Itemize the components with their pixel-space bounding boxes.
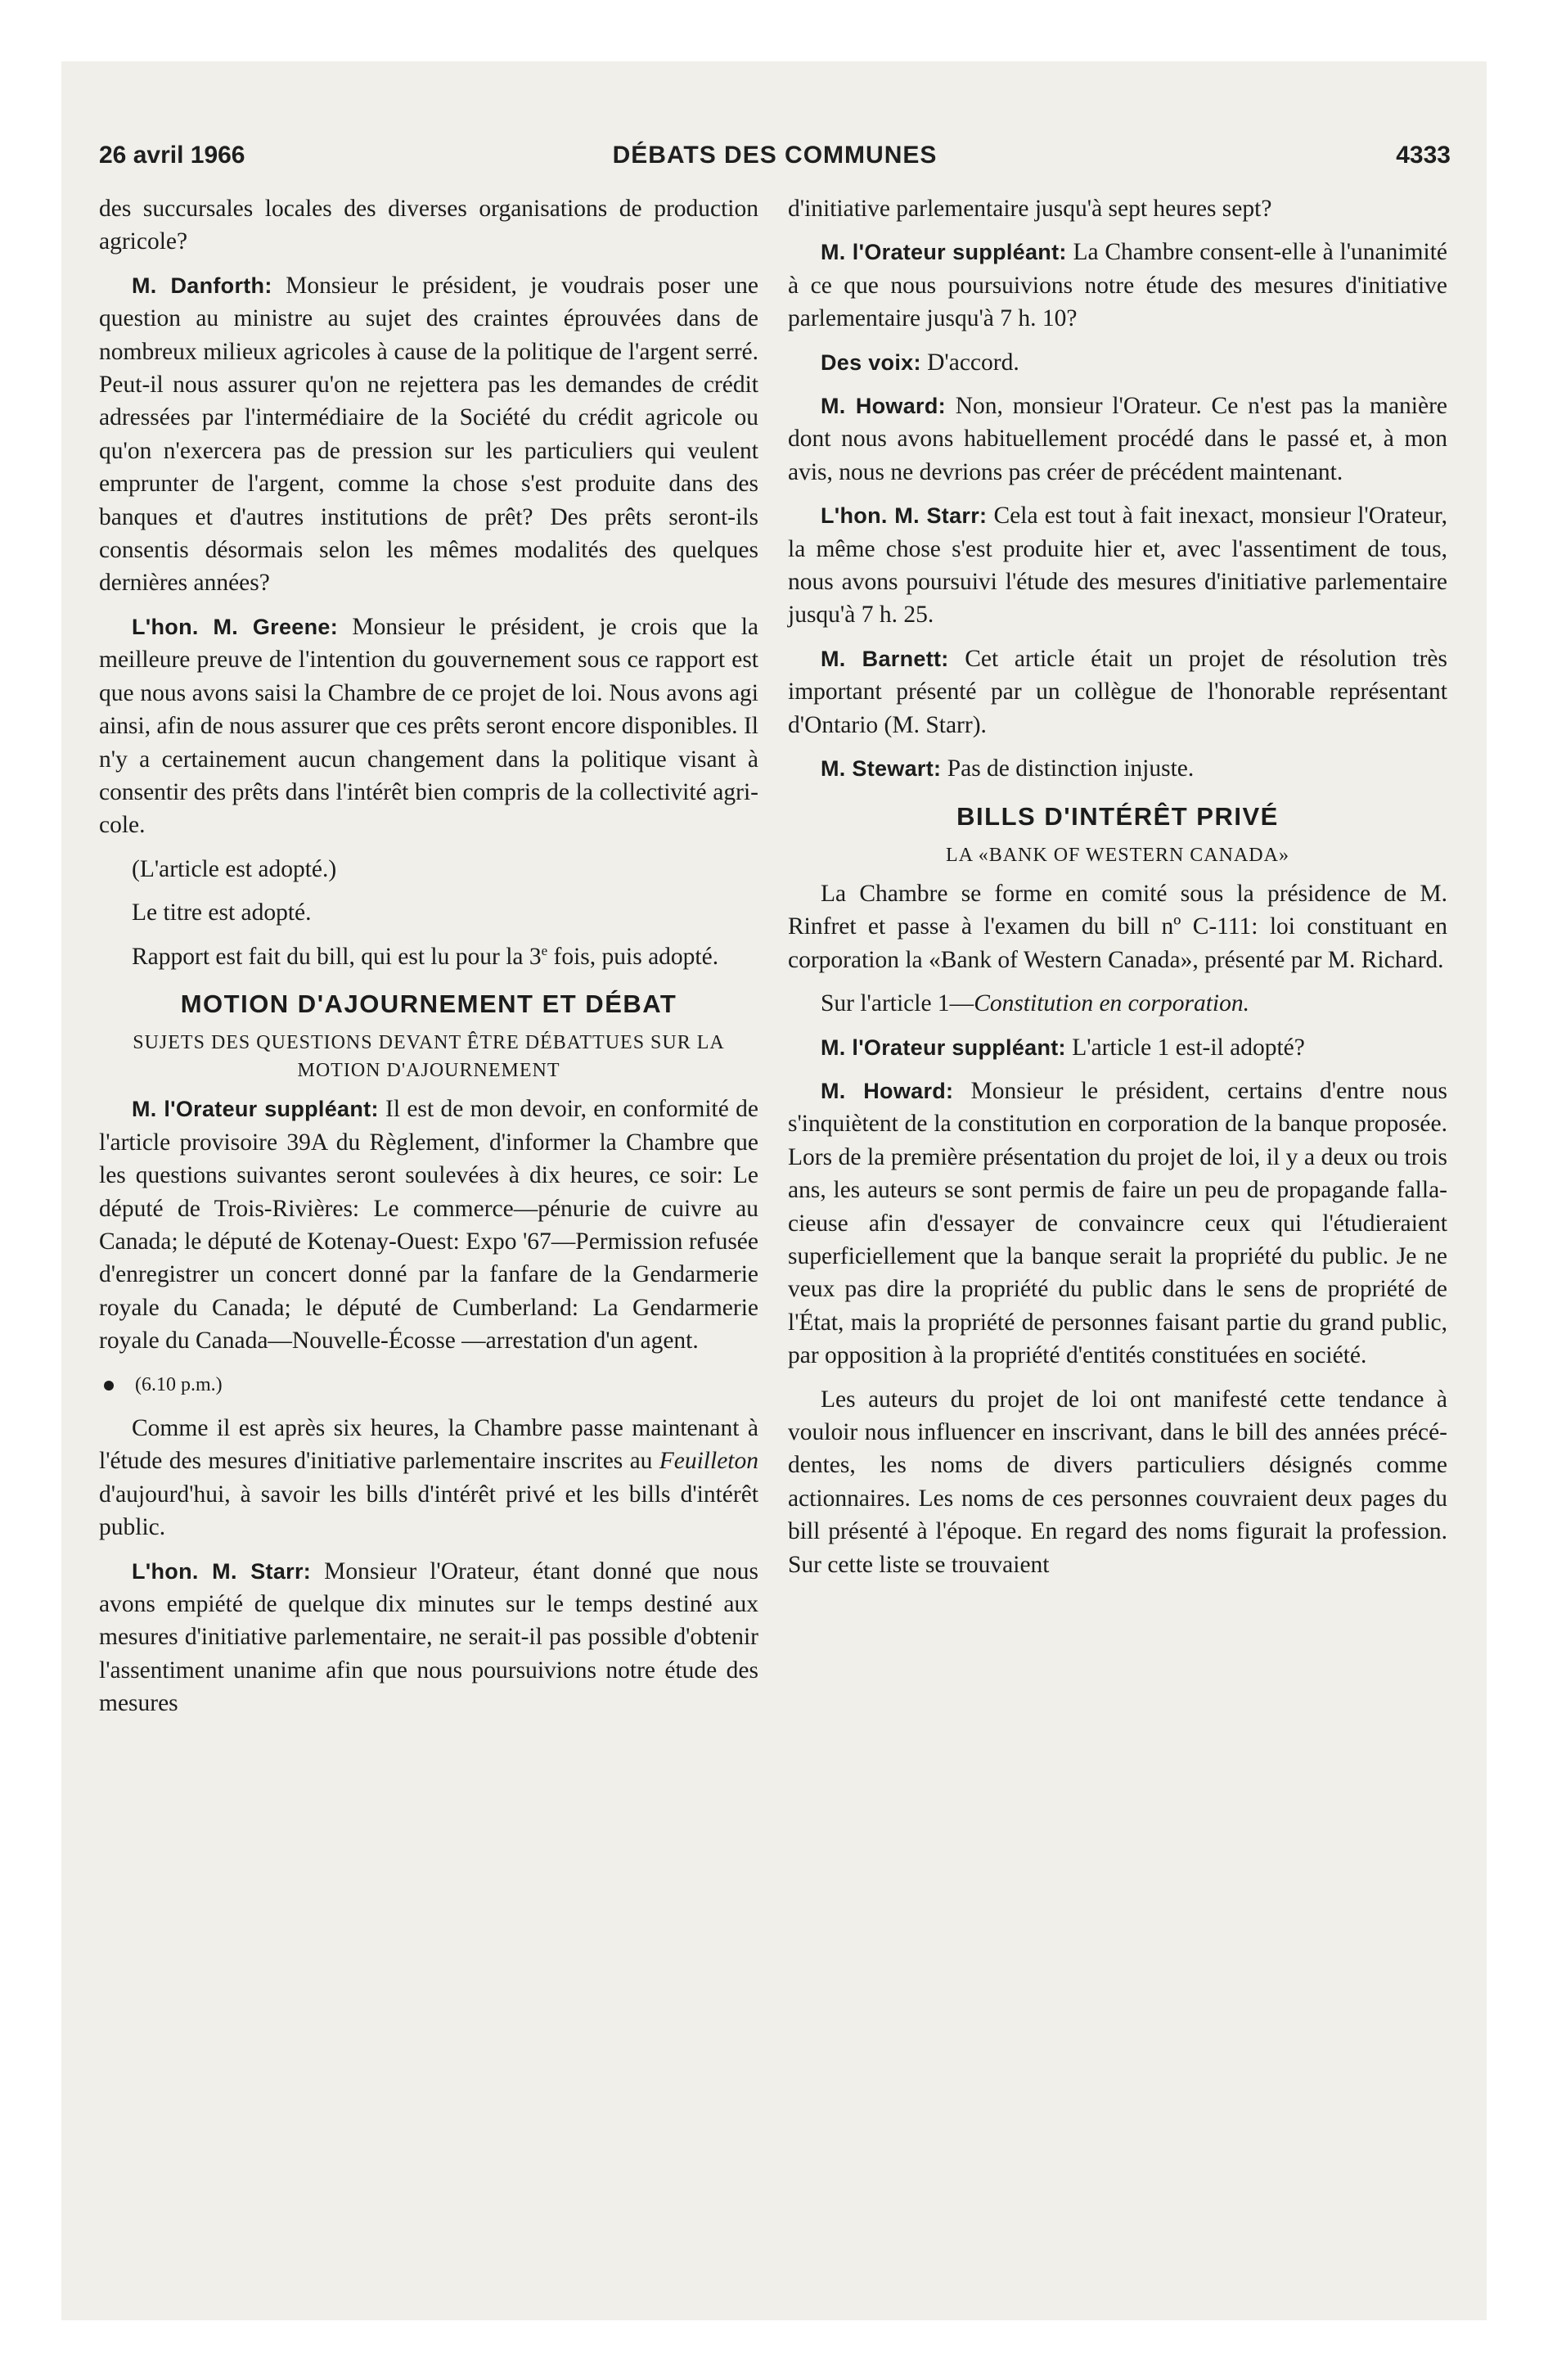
speaker-name: L'hon. M. Starr: bbox=[132, 1558, 312, 1584]
paragraph bbox=[788, 987, 1447, 1020]
speech-text: Monsieur le président, je voudrais poser une question au ministre au sujet des craintes éprouvées dans de nombreux milieux agricoles à cause de la politique de l'argent serré. Peut-il nous assurer qu'on ne rejettera pas les demandes de crédit adressées par l'intermédiaire de la Société du crédit agricole ou qu'on n'exercera pas de pression sur les particuliers qui veulent emprunter de l'argent, comme la chose s'est produite dans des banques et d'autres institutions de prêt? Des prêts seront-ils consentis désormais selon les mêmes modalités des quelques dernières années? bbox=[99, 272, 758, 597]
paragraph-text: des succursales locales des diverses organisations de production agricole? bbox=[99, 196, 758, 255]
paragraph-text: Rapport est fait du bill, qui est lu pour la 3 bbox=[132, 943, 542, 970]
speech-text: Cet article était un projet de résolution très important présenté par un collègue de l'honorable représentant d'Ontario (M. Starr). bbox=[788, 645, 1447, 738]
superscript: e bbox=[541, 942, 548, 958]
speech bbox=[99, 1093, 758, 1357]
paragraph bbox=[788, 877, 1447, 976]
speaker-name: M. l'Orateur suppléant: bbox=[821, 240, 1067, 265]
header-date: 26 avril 1966 bbox=[99, 142, 245, 169]
header-page-number: 4333 bbox=[1396, 142, 1451, 169]
scanned-page bbox=[61, 61, 1487, 2320]
section-title: MOTION D'AJOURNEMENT ET DÉBAT bbox=[180, 989, 677, 1018]
speech bbox=[788, 642, 1447, 741]
timestamp: (6.10 p.m.) bbox=[135, 1373, 223, 1395]
speech-text: Cela est tout à fait inexact, monsieur l'Orateur, la même chose s'est produite hier et, avec l'assentiment de tous, nous avons poursuivi l'étude des mesures d'initiative parlementaire jusqu'à 7 h. 25. bbox=[788, 503, 1447, 629]
italic-text: Feuilleton bbox=[659, 1448, 758, 1475]
speech-text: Pas de distinction injuste. bbox=[941, 755, 1195, 782]
speech-text: Monsieur le président, certains d'entre nous s'inquiètent de la constitution en corporation de la banque proposée. Lors de la première présentation du projet de loi, il y a deux ou trois ans, les auteurs se sont permis de faire un peu de propagande fallacieuse afin d'essayer de convaincre ceux qui l'étudieraient superficiellement que la banque serait la propriété du public. Je ne veux pas dire la propriété du public dans le sens de propriété de l'État, mais la propriété de personnes faisant partie du grand public, par opposition à la propriété d'entités constituées en société. bbox=[788, 1077, 1447, 1369]
speech bbox=[788, 499, 1447, 632]
speaker-name: M. Howard: bbox=[821, 394, 946, 419]
speaker-name: L'hon. M. Greene: bbox=[132, 614, 339, 639]
speech bbox=[99, 1555, 758, 1720]
paragraph-text: Le titre est adopté. bbox=[132, 899, 312, 926]
paragraph-text: Comme il est après six heures, la Chambre passe maintenant à l'étude des mesures d'initiative parlementaire inscrites au bbox=[99, 1415, 758, 1475]
speech-text: La Chambre consent-elle à l'unanimité à ce que nous poursuivions notre étude des mesures d'initiative parlementaire jusqu'à 7 h. 10? bbox=[788, 239, 1447, 332]
speech bbox=[788, 1031, 1447, 1064]
subsection-title: SUJETS DES QUESTIONS DEVANT ÊTRE DÉBATTUES SUR LA MOTION D'AJOURNEMENT bbox=[133, 1032, 725, 1082]
paragraph-text: d'aujourd'hui, à savoir les bills d'intérêt privé et les bills d'intérêt public. bbox=[99, 1481, 758, 1541]
speech-text: Monsieur l'Orateur, étant donné que nous avons empiété de quelque dix minutes sur le temps destiné aux mesures d'initiative parlementaire, ne serait-il pas possible d'obtenir l'assentiment unanime afin que nous poursuivions notre étude des mesures bbox=[99, 1557, 758, 1717]
speaker-name: M. Stewart: bbox=[821, 756, 942, 782]
speech-text: Monsieur le président, je crois que la meilleure preuve de l'intention du gouvernement sous ce rapport est que nous avons saisi la Chambre de ce projet de loi. Nous avons agi ainsi, afin de nous assurer que ces prêts seront encore disponibles. Il n'y a certainement aucun changement dans la politique visant à consentir des prêts dans l'intérêt bien compris de la collectivité agricole. bbox=[99, 613, 759, 839]
right-column bbox=[788, 192, 1447, 1592]
speech bbox=[788, 390, 1447, 489]
paragraph bbox=[788, 192, 1447, 225]
speech-text: L'article 1 est-il adopté? bbox=[1065, 1034, 1305, 1061]
paragraph bbox=[99, 896, 758, 929]
paragraph-text: fois, puis adopté. bbox=[547, 943, 719, 970]
paragraph-text: La Chambre se forme en comité sous la présidence de M. Rinfret et passe à l'examen du bill nº C-111: loi constituant en corporation la «Bank of Western Canada», présenté par M. Richard. bbox=[788, 880, 1447, 973]
paragraph-text: Sur l'article 1— bbox=[821, 990, 974, 1017]
page-header bbox=[99, 142, 1451, 184]
speech bbox=[99, 611, 758, 842]
paragraph-text: d'initiative parlementaire jusqu'à sept heures sept? bbox=[788, 196, 1272, 222]
paragraph bbox=[99, 192, 758, 259]
paragraph bbox=[99, 853, 758, 886]
paragraph bbox=[99, 940, 758, 973]
speech-text: D'accord. bbox=[920, 349, 1019, 376]
speaker-name: Des voix: bbox=[821, 349, 921, 375]
timestamp-line bbox=[99, 1368, 758, 1401]
bullet-icon bbox=[104, 1381, 114, 1391]
speech bbox=[99, 269, 758, 600]
paragraph bbox=[99, 1412, 758, 1544]
speaker-name: M. l'Orateur suppléant: bbox=[132, 1097, 379, 1122]
subsection-title: LA «BANK OF WESTERN CANADA» bbox=[946, 844, 1289, 866]
speaker-name: L'hon. M. Starr: bbox=[821, 503, 988, 529]
paragraph-text: Les auteurs du projet de loi ont manifesté cette tendance à vouloir nous influencer en inscrivant, dans le bill des années précédentes, les noms de divers particuliers désignés comme actionnaires. Les noms de ces personnes couvraient deux pages du bill présenté à l'époque. En regard des noms figurait la profession. Sur cette liste se trouvaient bbox=[788, 1386, 1447, 1578]
speech bbox=[788, 1075, 1447, 1373]
speaker-name: M. l'Orateur suppléant: bbox=[821, 1034, 1066, 1060]
section-title: BILLS D'INTÉRÊT PRIVÉ bbox=[956, 801, 1279, 831]
speaker-name: M. Howard: bbox=[821, 1078, 954, 1103]
speech-text: Non, monsieur l'Orateur. Ce n'est pas la manière dont nous avons habituellement procédé dans le passé et, à mon avis, nous ne devrions pas créer de précédent maintenant. bbox=[788, 393, 1447, 485]
paragraph-text: (L'article est adopté.) bbox=[132, 855, 337, 882]
left-column bbox=[99, 192, 758, 1731]
speaker-name: M. Danforth: bbox=[132, 273, 272, 298]
header-title: DÉBATS DES COMMUNES bbox=[612, 142, 938, 169]
speech-text: Il est de mon devoir, en conformité de l'article provisoire 39A du Règlement, d'informer la Chambre que les questions suivantes seront soulevées à dix heures, ce soir: Le député de Trois-Rivières: Le commerce—pénurie de cuivre au Canada; le député de Kotenay-Ouest: Expo '67—Permission refusée d'enregistrer un concert donné par la fanfare de la Gendarmerie royale du Canada; le député de Cumberland: La Gendarmerie royale du Canada—Nouvelle-Écosse —arrestation d'un agent. bbox=[99, 1096, 758, 1355]
speaker-name: M. Barnett: bbox=[821, 646, 949, 671]
paragraph bbox=[788, 1383, 1447, 1581]
speech bbox=[788, 236, 1447, 335]
speech bbox=[788, 346, 1447, 379]
speech bbox=[788, 752, 1447, 785]
italic-text: Constitution en corporation. bbox=[974, 990, 1249, 1017]
